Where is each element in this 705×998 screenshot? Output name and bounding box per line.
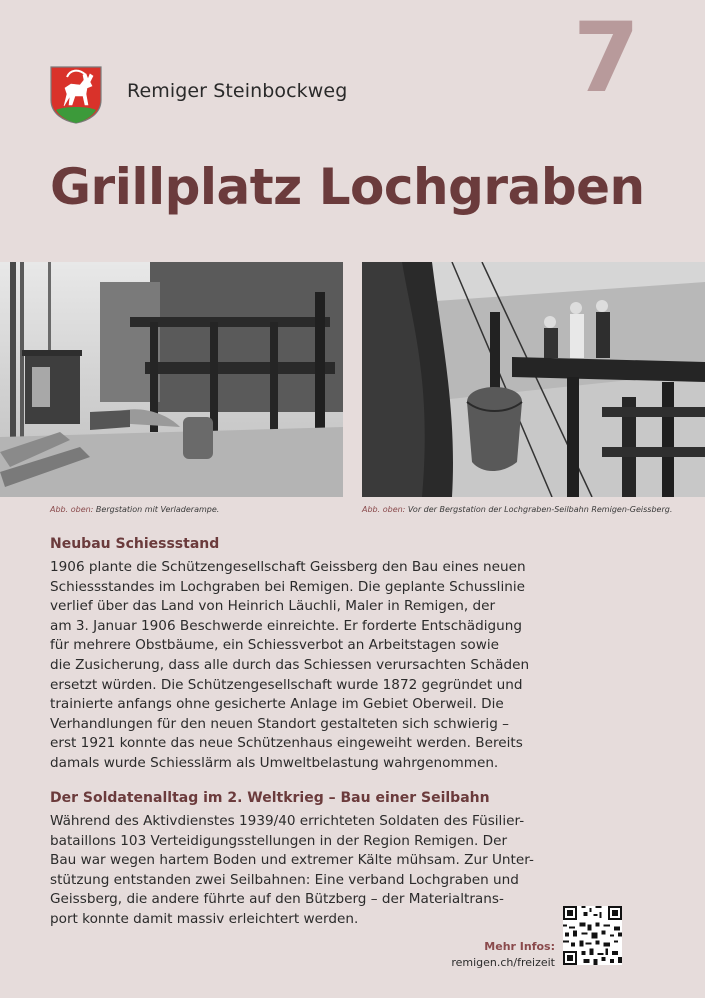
text-line: für mehrere Obstbäume, ein Schiessverbot an Arbeitstagen sowie <box>50 637 499 654</box>
text-line: damals wurde Schiesslärm als Umweltbelastung wahrgenommen. <box>50 754 499 771</box>
text-line: Verhandlungen für den neuen Standort gestalteten sich schwierig – <box>50 715 509 732</box>
text-line: trainierte anfangs ohne gesicherte Anlage im Gebiet Oberweil. Die <box>50 696 504 713</box>
text-line: Schiessstandes im Lochgraben bei Remigen. Die geplante Schusslinie <box>50 578 525 595</box>
photo-caption: Abb. oben: Vor der Bergstation der Lochgraben-Seilbahn Remigen-Geissberg. <box>362 505 673 514</box>
text-line: port konnte damit massiv erleichtert werden. <box>50 910 359 927</box>
more-info-label: Mehr Infos: <box>484 940 555 953</box>
more-info <box>451 940 555 969</box>
text-line: die Zusicherung, dass alle durch das Schiessen verursachten Schäden <box>50 656 530 673</box>
photo-mountain-station <box>0 262 343 497</box>
coat-of-arms-icon <box>50 66 102 124</box>
section-heading: Neubau Schiessstand <box>50 536 220 552</box>
page-title: Grillplatz Lochgraben <box>50 158 645 216</box>
qr-code-icon[interactable] <box>563 906 622 965</box>
text-line: erst 1921 konnte das neue Schützenhaus eingeweiht werden. Bereits <box>50 735 523 752</box>
section-body <box>50 812 534 930</box>
text-line: am 3. Januar 1906 Beschwerde einreichte. Er forderte Entschädigung <box>50 617 523 634</box>
more-info-url[interactable]: remigen.ch/freizeit <box>451 956 555 969</box>
station-number: 7 <box>573 2 640 114</box>
trail-name: Remiger Steinbockweg <box>127 80 348 102</box>
text-line: bataillons 103 Verteidigungsstellungen in der Region Remigen. Der <box>50 832 508 849</box>
text-line: verlief über das Land von Heinrich Läuchli, Maler in Remigen, der <box>50 598 496 615</box>
section-heading: Der Soldatenalltag im 2. Weltkrieg – Bau einer Seilbahn <box>50 790 490 806</box>
text-line: 1906 plante die Schützengesellschaft Geissberg den Bau eines neuen <box>50 559 526 575</box>
section-body <box>50 558 530 774</box>
text-line: Geissberg, die andere führte auf den Bützberg – der Materialtrans- <box>50 891 504 908</box>
text-line: Während des Aktivdienstes 1939/40 errichteten Soldaten des Füsilier- <box>50 813 525 829</box>
text-line: stützung entstanden zwei Seilbahnen: Eine verband Lochgraben und <box>50 871 519 888</box>
photo-caption: Abb. oben: Bergstation mit Verladerampe. <box>50 505 220 514</box>
text-line: ersetzt würden. Die Schützengesellschaft wurde 1872 gegründet und <box>50 676 523 693</box>
photo-cable-car <box>362 262 705 497</box>
text-line: Bau war wegen hartem Boden und extremer Kälte mühsam. Zur Unter- <box>50 852 534 869</box>
